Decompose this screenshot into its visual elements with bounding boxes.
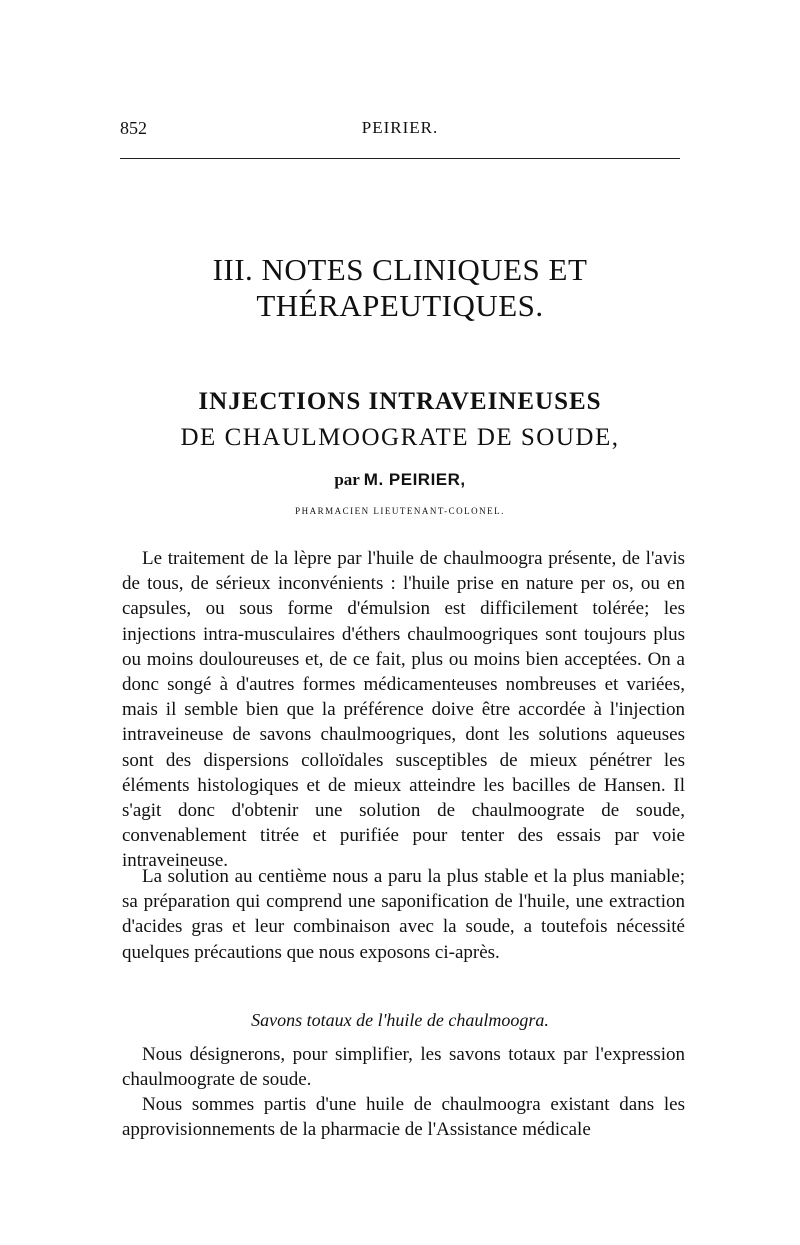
byline-prefix: par: [334, 470, 360, 489]
section-heading: III. NOTES CLINIQUES ET THÉRAPEUTIQUES.: [212, 252, 588, 323]
page-number: 852: [120, 118, 147, 138]
article-title-line1: INJECTIONS INTRAVEINEUSES: [198, 388, 602, 415]
body-paragraph-4: Nous sommes partis d'une huile de chaulmoogra existant dans les approvisionnements de la pharmacie de l'Assistance médicale: [122, 1094, 685, 1141]
running-head: [120, 118, 680, 142]
body-paragraph-1: Le traitement de la lèpre par l'huile de chaulmoogra présente, de l'avis de tous, de sérieux inconvénients : l'huile prise en nature per os, ou en capsules, ou sous forme d'émulsion est difficilement tolérée; les injections intra-musculaires d'éthers chaulmoogriques sont toujours plus ou moins douloureuses et, de ce fait, plus ou moins bien acceptées. On a donc songé à d'autres formes médicamenteuses nombreuses et variées, mais il semble bien que la préférence doive être accordée à l'injection intraveineuse de savons chaulmoogriques, dont les solutions aqueuses sont des dispersions colloïdales susceptibles de mieux pénétrer les éléments histologiques et de mieux atteindre les bacilles de Hansen. Il s'agit donc d'obtenir une solution de chaulmoograte de soude, convenablement titrée et purifiée pour tenter des essais par voie intraveineuse.: [122, 548, 685, 872]
author-affiliation: PHARMACIEN LIEUTENANT-COLONEL.: [295, 506, 505, 516]
byline-author: M. PEIRIER,: [363, 470, 466, 489]
header-rule: [120, 158, 680, 159]
byline: [110, 470, 690, 490]
article-title-line2: DE CHAULMOOGRATE DE SOUDE,: [180, 424, 620, 451]
running-title: PEIRIER.: [361, 118, 439, 137]
body-paragraph-2: La solution au centième nous a paru la plus stable et la plus maniable; sa préparation qui comprend une saponification de l'huile, une extraction d'acides gras et leur combinaison avec la soude, a toutefois nécessité quelques précautions que nous exposons ci-après.: [122, 866, 685, 963]
subsection-heading: Savons totaux de l'huile de chaulmoogra.: [251, 1010, 549, 1030]
body-paragraph-3: Nous désignerons, pour simplifier, les savons totaux par l'expression chaulmoograte de soude.: [122, 1044, 685, 1091]
